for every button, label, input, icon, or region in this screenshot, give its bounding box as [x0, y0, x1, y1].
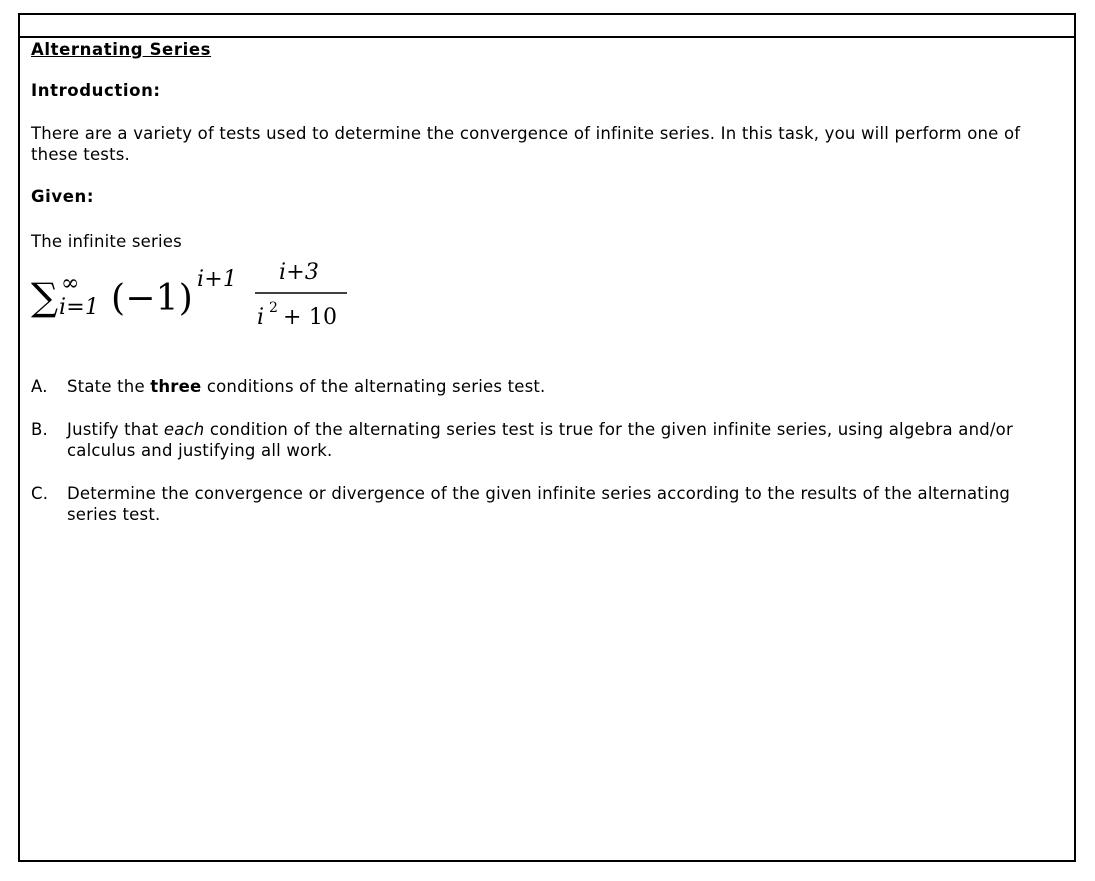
- task-emphasis: three: [150, 377, 202, 396]
- series-formula-svg: [31, 260, 371, 344]
- series-formula: [31, 260, 1051, 344]
- task-text: Determine the convergence or divergence of the given infinite series according to the results of the alternating series test.: [67, 484, 1011, 524]
- task-item-b: [31, 419, 1051, 461]
- sum-upper-limit: ∞: [61, 271, 80, 296]
- task-marker: C.: [31, 484, 49, 503]
- fraction-numerator: i+3: [279, 260, 320, 285]
- document-content: [31, 39, 1051, 547]
- task-item-a: [31, 376, 1051, 397]
- alternating-exponent: i+1: [197, 267, 238, 292]
- task-text-end: conditions of the alternating series test.: [201, 377, 546, 396]
- task-text-start: Justify that: [67, 420, 164, 439]
- denominator-constant: + 10: [283, 305, 338, 330]
- task-emphasis: each: [163, 420, 205, 439]
- task-item-c: [31, 483, 1051, 525]
- task-text-start: State the: [67, 377, 151, 396]
- task-marker: B.: [31, 420, 48, 439]
- given-text: The infinite series: [31, 232, 182, 251]
- task-list: [31, 376, 1051, 525]
- given-label: Given:: [31, 187, 95, 206]
- document-frame: [18, 13, 1076, 862]
- task-marker: A.: [31, 377, 48, 396]
- document-title: Alternating Series: [31, 40, 212, 59]
- sum-lower-limit: i=1: [59, 295, 100, 320]
- frame-header-row: [20, 15, 1074, 38]
- denominator-power: 2: [269, 300, 279, 316]
- task-text-end: condition of the alternating series test is true for the given infinite series, using algebra and/or calculus and justifying all work.: [67, 420, 1013, 460]
- sigma-symbol: ∑: [31, 275, 59, 319]
- alternating-base: (−1): [111, 278, 193, 319]
- introduction-label: Introduction:: [31, 81, 161, 100]
- denominator-variable: i: [257, 305, 265, 330]
- introduction-text: There are a variety of tests used to determine the convergence of infinite series. In this task, you will perform one of these tests.: [31, 124, 1021, 164]
